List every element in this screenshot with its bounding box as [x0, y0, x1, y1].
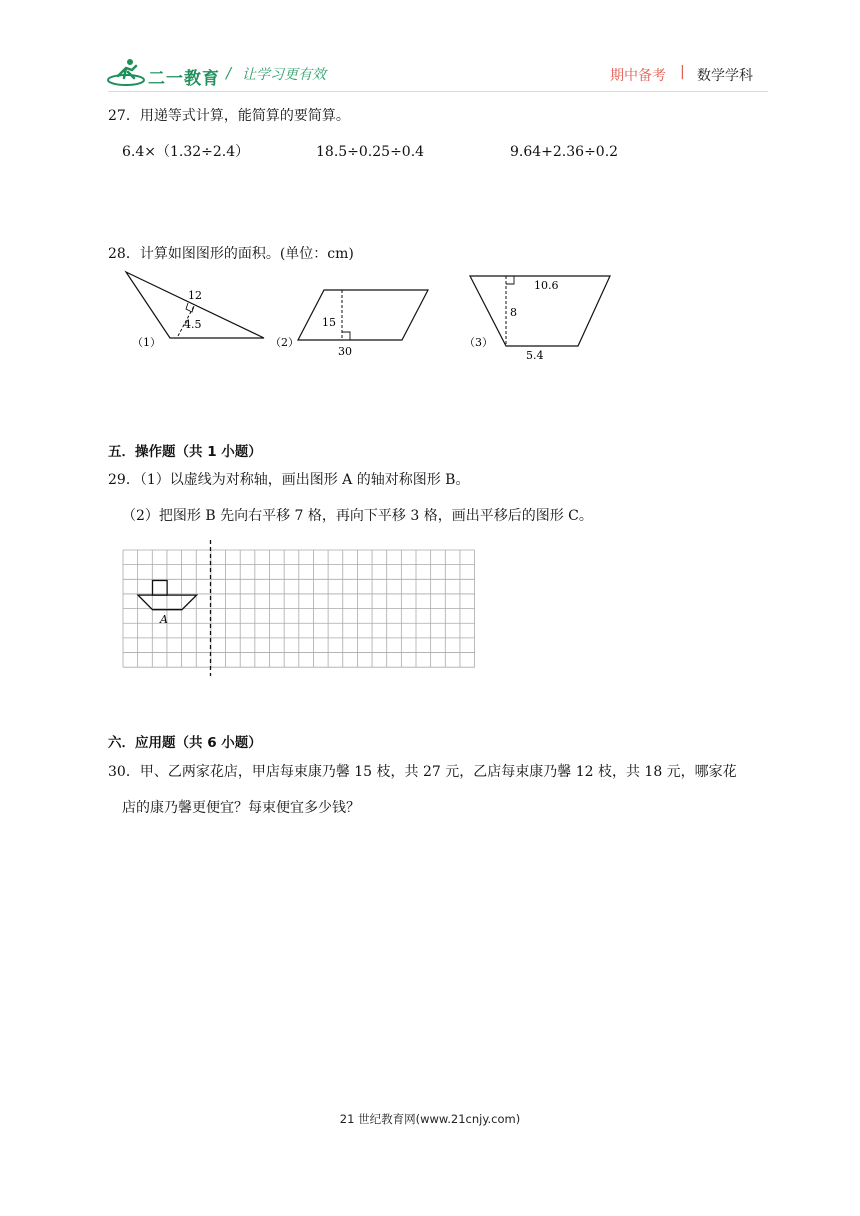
- parallelogram-base-label: 30: [338, 345, 352, 358]
- slogan: 让学习更有效: [242, 67, 326, 83]
- fig2-label: （2）: [270, 336, 299, 349]
- exam-label: 期中备考: [610, 68, 666, 84]
- section-5-title: 五．操作题（共 1 小题）: [108, 444, 262, 460]
- parallelogram-height-label: 15: [322, 316, 336, 329]
- q30-line-1: 30．甲、乙两家花店，甲店每束康乃馨 15 枝，共 27 元，乙店每束康乃馨 12 枝，共 18 元，哪家花: [108, 764, 737, 780]
- square-grid: [123, 550, 475, 667]
- triangle-figure: [126, 272, 264, 349]
- trapezoid-top-label: 10.6: [534, 279, 559, 292]
- triangle-base-label: 12: [188, 289, 202, 302]
- section-6-title: 六．应用题（共 6 小题）: [108, 735, 262, 751]
- shape-a-label: A: [160, 613, 168, 626]
- logo-runner-icon: [106, 56, 146, 88]
- q29-grid-figure: [118, 538, 482, 678]
- q27-expression-3: 9.64+2.36÷0.2: [510, 144, 619, 160]
- parallelogram-figure: [270, 290, 428, 358]
- q29-line-2: （2）把图形 B 先向右平移 7 格，再向下平移 3 格，画出平移后的图形 C。: [122, 508, 593, 524]
- trapezoid-height-label: 8: [510, 306, 517, 319]
- trapezoid-bottom-label: 5.4: [526, 349, 544, 362]
- q28-figures: [110, 266, 650, 366]
- fig1-label: （1）: [132, 336, 161, 349]
- trapezoid-figure: [464, 276, 610, 362]
- q30-line-2: 店的康乃馨更便宜？每束便宜多少钱？: [122, 800, 360, 816]
- q29-line-1: 29．（1）以虚线为对称轴，画出图形 A 的轴对称图形 B。: [108, 472, 470, 488]
- q27-expression-2: 18.5÷0.25÷0.4: [316, 144, 425, 160]
- slogan-divider: /: [226, 64, 232, 82]
- fig3-label: （3）: [464, 336, 493, 349]
- q27-title: 27．用递等式计算，能简算的要简算。: [108, 108, 350, 124]
- header-divider: [108, 91, 768, 92]
- q27-expression-1: 6.4×（1.32÷2.4）: [122, 144, 250, 160]
- q28-title: 28．计算如图图形的面积。(单位：cm): [108, 246, 354, 262]
- subject-label: 数学学科: [697, 68, 753, 84]
- logo-text: 二一教育: [148, 69, 220, 89]
- header-separator: |: [680, 64, 685, 80]
- footer-source: 21 世纪教育网(www.21cnjy.com): [339, 1112, 521, 1126]
- triangle-height-label: 4.5: [184, 318, 202, 331]
